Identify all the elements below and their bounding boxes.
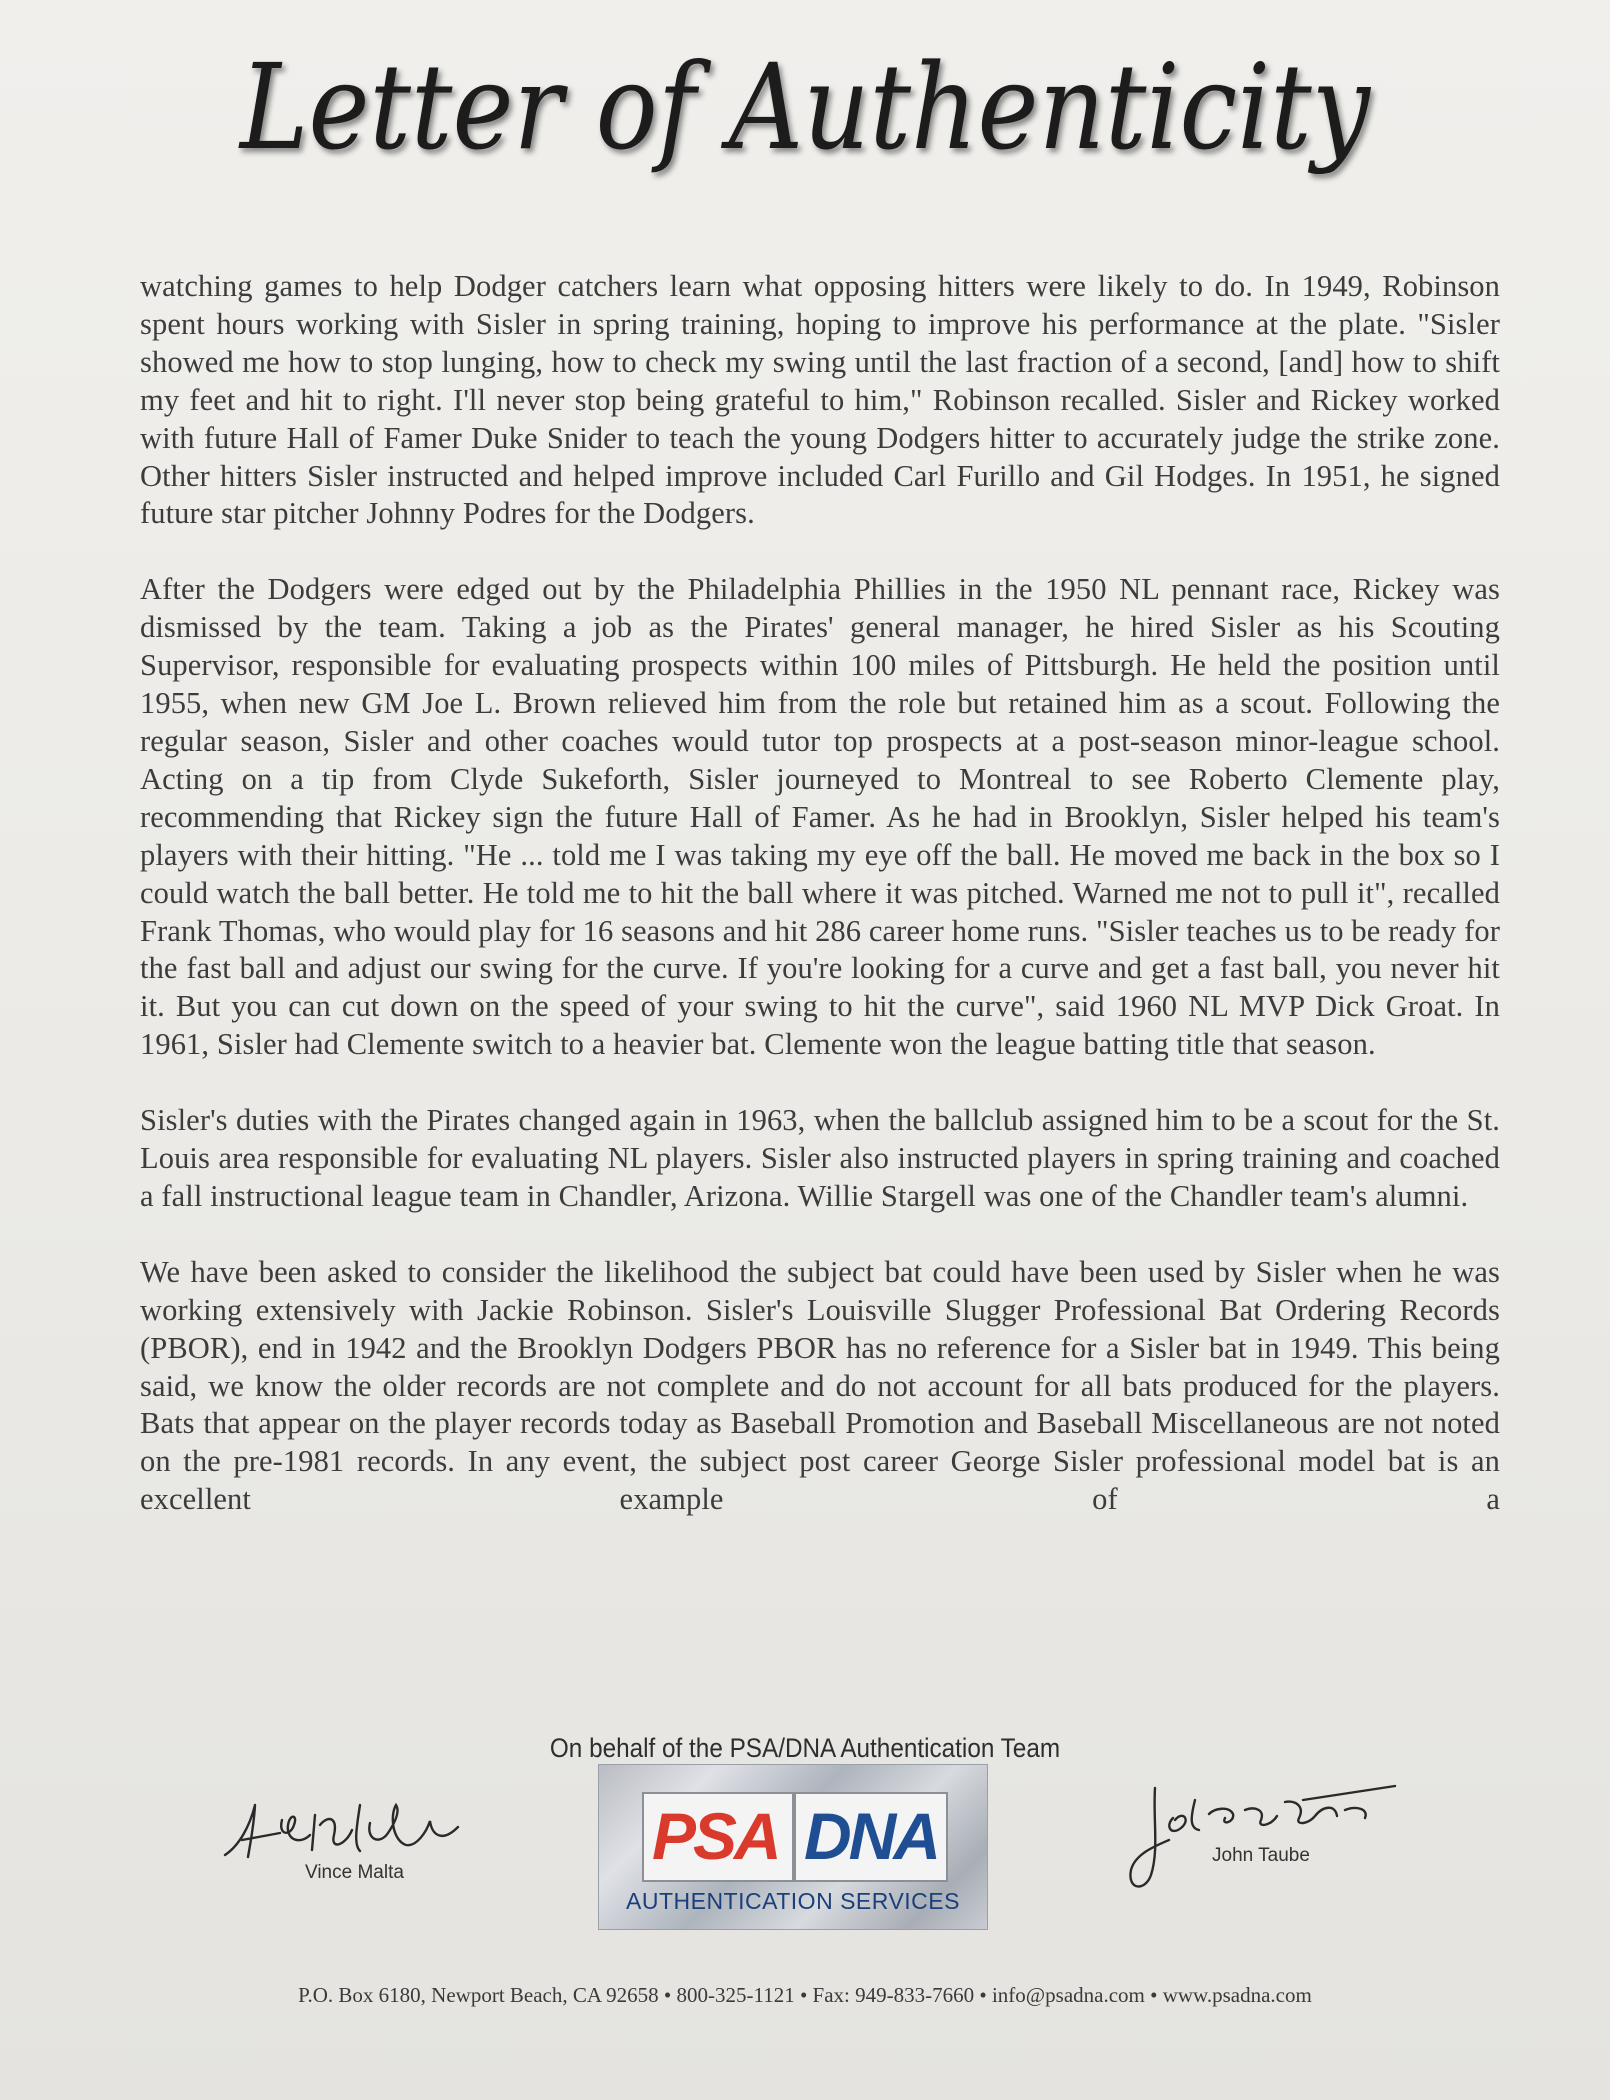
paragraph-4: We have been asked to consider the likelihood the subject bat could have been used by Sisler when he was working extensively with Jackie Robinson. Sisler's Louisville Slugger Professional Bat Ordering Records (PBOR), end in 1942 and the Brooklyn Dodgers PBOR has no reference for a Sisler bat in 1949. This being said, we know the older records are not complete and do not account for all bats produced for the players. Bats that appear on the player records today as Baseball Promotion and Baseball Miscellaneous are not noted on the pre-1981 records. In any event, the subject post career George Sisler professional model bat is an excellent example of a xyxy=(140,1254,1500,1517)
logo-divider xyxy=(792,1794,796,1880)
vince-malta-signature xyxy=(220,1785,480,1865)
paragraph-2: After the Dodgers were edged out by the Philadelphia Phillies in the 1950 NL pennant race, Rickey was dismissed by the team. Taking a job as the Pirates' general manager, he hired Sisler as his Scouting Supervisor, responsible for evaluating prospects within 100 miles of Pittsburgh. He held the position until 1955, when new GM Joe L. Brown relieved him from the role but retained him as a scout. Following the regular season, Sisler and other coaches would tutor top prospects at a post-season minor-league school. Acting on a tip from Clyde Sukeforth, Sisler journeyed to Montreal to see Roberto Clemente play, recommending that Rickey sign the future Hall of Famer. As he had in Brooklyn, Sisler helped his team's players with their hitting. "He ... told me I was taking my eye off the ball. He moved me back in the box so I could watch the ball better. He told me to hit the ball where it was pitched. Warned me not to pull it", recalled Frank Thomas, who would play for 16 seasons and hit 286 career home runs. "Sisler teaches us to be ready for the fast ball and adjust our swing for the curve. If you're looking for a curve and get a fast ball, you never hit it. But you can cut down on the speed of your swing to hit the curve", said 1960 NL MVP Dick Groat. In 1961, Sisler had Clemente switch to a heavier bat. Clemente won the league batting title that season. xyxy=(140,572,1500,1062)
title-text: Letter of Authenticity xyxy=(238,38,1372,176)
paragraph-1: watching games to help Dodger catchers learn what opposing hitters were likely to do. In 1949, Robinson spent hours working with Sisler in spring training, hoping to improve his performance at the plate. "Sisler showed me how to stop lunging, how to check my swing until the last fraction of a second, [and] how to shift my feet and hit to right. I'll never stop being grateful to him," Robinson recalled. Sisler and Rickey worked with future Hall of Famer Duke Snider to teach the young Dodgers hitter to accurately judge the strike zone. Other hitters Sisler instructed and helped improve included Carl Furillo and Gil Hodges. In 1951, he signed future star pitcher Johnny Podres for the Dodgers. xyxy=(140,269,1500,531)
letter-title xyxy=(0,20,1610,210)
logo-dna-text: DNA xyxy=(804,1799,938,1873)
behalf-line: On behalf of the PSA/DNA Authentication Team xyxy=(549,1733,1061,1763)
psa-dna-logo xyxy=(598,1764,988,1930)
logo-psa-text: PSA xyxy=(652,1799,779,1873)
footer-contact: P.O. Box 6180, Newport Beach, CA 92658 • 800-325-1121 • Fax: 949-833-7660 • info@psadna.com • www.psadna.com xyxy=(298,1983,1312,2007)
signatory-right-name: John Taube xyxy=(1212,1845,1310,1866)
logo-wordmark xyxy=(642,1792,948,1882)
paragraph-3: Sisler's duties with the Pirates changed again in 1963, when the ballclub assigned him to be a scout for the St. Louis area responsible for evaluating NL players. Sisler also instructed players in spring training and coached a fall instructional league team in Chandler, Arizona. Willie Stargell was one of the Chandler team's alumni. xyxy=(140,1103,1500,1213)
logo-subtitle: AUTHENTICATION SERVICES xyxy=(626,1888,960,1914)
signatory-left-name: Vince Malta xyxy=(305,1862,404,1883)
letter-body xyxy=(140,268,1500,1519)
john-taube-signature xyxy=(1125,1780,1415,1895)
